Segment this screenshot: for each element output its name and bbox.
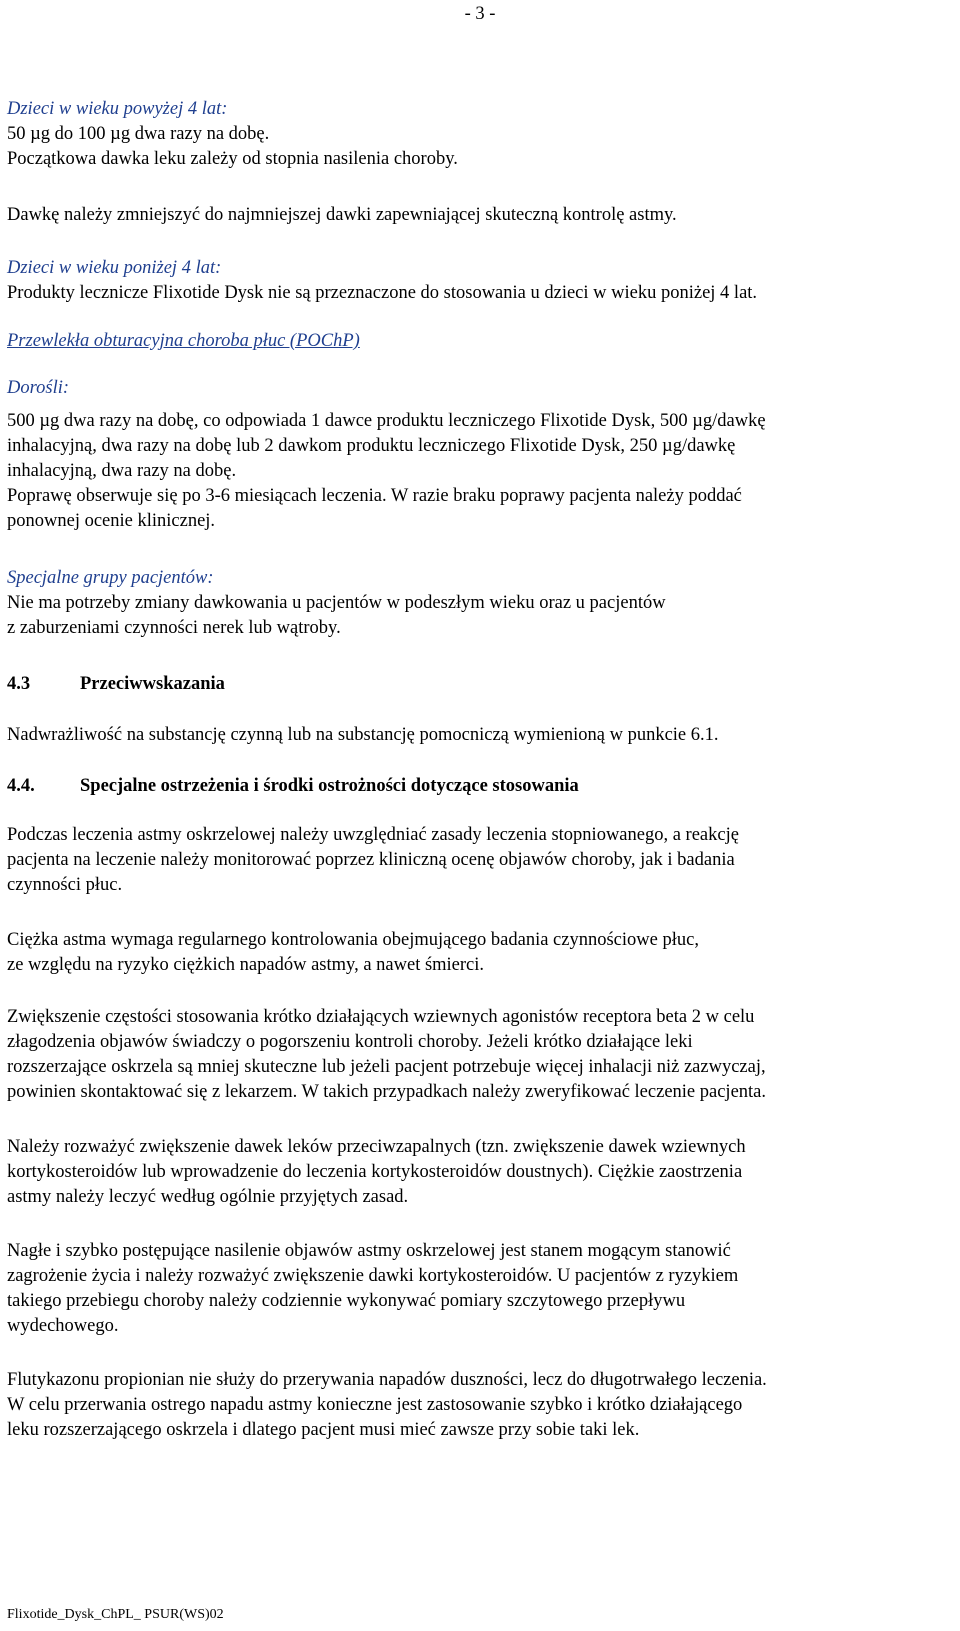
children-over-4-heading: Dzieci w wieku powyżej 4 lat: bbox=[7, 99, 228, 119]
section-number: 4.4. bbox=[7, 776, 35, 796]
copd-adults-heading-text: Dorośli: bbox=[7, 378, 70, 398]
children-over-4-block bbox=[7, 97, 952, 172]
text-line: Flutykazonu propionian nie służy do przerywania napadów duszności, lecz do długotrwałego leczenia. bbox=[7, 1370, 767, 1390]
text-line: astmy należy leczyć według ogólnie przyjętych zasad. bbox=[7, 1187, 409, 1207]
paragraph bbox=[7, 1239, 952, 1339]
text-line: kortykosteroidów lub wprowadzenie do leczenia kortykosteroidów doustnych). Ciężkie zaostrzenia bbox=[7, 1162, 743, 1182]
section-4-3-heading bbox=[7, 672, 952, 697]
text-line: złagodzenia objawów świadczy o pogorszeniu kontroli choroby. Jeżeli krótko działające leki bbox=[7, 1032, 693, 1052]
section-title: Przeciwwskazania bbox=[80, 674, 225, 694]
children-under-4-heading: Dzieci w wieku poniżej 4 lat: bbox=[7, 258, 222, 278]
special-groups-heading: Specjalne grupy pacjentów: bbox=[7, 568, 214, 588]
text-line: pacjenta na leczenie należy monitorować poprzez kliniczną ocenę objawów choroby, jak i badania bbox=[7, 850, 735, 870]
text-line: inhalacyjną, dwa razy na dobę lub 2 dawkom produktu leczniczego Flixotide Dysk, 250 µg/dawkę bbox=[7, 436, 736, 456]
text-line: Poprawę obserwuje się po 3-6 miesiącach leczenia. W razie braku poprawy pacjenta należy poddać bbox=[7, 486, 742, 506]
children-under-4-block bbox=[7, 256, 952, 306]
copd-heading bbox=[7, 329, 952, 354]
text-line: leku rozszerzającego oskrzela i dlatego pacjent musi mieć zawsze przy sobie taki lek. bbox=[7, 1420, 640, 1440]
paragraph bbox=[7, 1368, 952, 1443]
text-line: Podczas leczenia astmy oskrzelowej należy uwzględniać zasady leczenia stopniowanego, a reakcję bbox=[7, 825, 739, 845]
text-line: Początkowa dawka leku zależy od stopnia nasilenia choroby. bbox=[7, 149, 458, 169]
section-number: 4.3 bbox=[7, 674, 31, 694]
text-line: 500 µg dwa razy na dobę, co odpowiada 1 dawce produktu leczniczego Flixotide Dysk, 500 µg/dawkę bbox=[7, 411, 766, 431]
special-groups-block bbox=[7, 566, 952, 641]
text-line: wydechowego. bbox=[7, 1316, 119, 1336]
copd-heading-text: Przewlekła obturacyjna choroba płuc (POChP) bbox=[7, 331, 360, 351]
text-line: W celu przerwania ostrego napadu astmy konieczne jest zastosowanie szybko i krótko działającego bbox=[7, 1395, 743, 1415]
reduce-dose-paragraph: Dawkę należy zmniejszyć do najmniejszej dawki zapewniającej skuteczną kontrolę astmy. bbox=[7, 205, 677, 225]
text-line: czynności płuc. bbox=[7, 875, 123, 895]
text-line: zagrożenie życia i należy rozważyć zwiększenie dawki kortykosteroidów. U pacjentów z ryzykiem bbox=[7, 1266, 739, 1286]
text-line: Nagłe i szybko postępujące nasilenie objawów astmy oskrzelowej jest stanem mogącym stanowić bbox=[7, 1241, 731, 1261]
section-4-4-heading bbox=[7, 774, 952, 799]
paragraph bbox=[7, 1135, 952, 1210]
text-line: ponownej ocenie klinicznej. bbox=[7, 511, 216, 531]
text-line: ze względu na ryzyko ciężkich napadów astmy, a nawet śmierci. bbox=[7, 955, 485, 975]
paragraph bbox=[7, 823, 952, 898]
copd-adults-heading bbox=[7, 376, 952, 401]
text-line: inhalacyjną, dwa razy na dobę. bbox=[7, 461, 237, 481]
text-line: Należy rozważyć zwiększenie dawek leków przeciwzapalnych (tzn. zwiększenie dawek wziewnych bbox=[7, 1137, 746, 1157]
text-line: z zaburzeniami czynności nerek lub wątroby. bbox=[7, 618, 341, 638]
copd-paragraph bbox=[7, 409, 952, 534]
text-line: rozszerzające oskrzela są mniej skuteczne lub jeżeli pacjent potrzebuje więcej inhalacji niż zazwyczaj, bbox=[7, 1057, 766, 1077]
footer-document-id: Flixotide_Dysk_ChPL_ PSUR(WS)02 bbox=[7, 1607, 224, 1622]
text-line: Zwiększenie częstości stosowania krótko działających wziewnych agonistów receptora beta 2 w celu bbox=[7, 1007, 755, 1027]
text-line: Produkty lecznicze Flixotide Dysk nie są przeznaczone do stosowania u dzieci w wieku poniżej 4 lat. bbox=[7, 283, 758, 303]
page-number: - 3 - bbox=[464, 4, 496, 24]
text-line: Nie ma potrzeby zmiany dawkowania u pacjentów w podeszłym wieku oraz u pacjentów bbox=[7, 593, 666, 613]
text-line: powinien skontaktować się z lekarzem. W takich przypadkach należy zweryfikować leczenie pacjenta. bbox=[7, 1082, 767, 1102]
text-line: 50 µg do 100 µg dwa razy na dobę. bbox=[7, 124, 270, 144]
section-4-3-text: Nadwrażliwość na substancję czynną lub na substancję pomocniczą wymienioną w punkcie 6.1. bbox=[7, 725, 719, 745]
section-title: Specjalne ostrzeżenia i środki ostrożności dotyczące stosowania bbox=[80, 776, 579, 796]
text-line: takiego przebiegu choroby należy codziennie wykonywać pomiary szczytowego przepływu bbox=[7, 1291, 686, 1311]
text-line: Ciężka astma wymaga regularnego kontrolowania obejmującego badania czynnościowe płuc, bbox=[7, 930, 699, 950]
paragraph bbox=[7, 1005, 952, 1105]
paragraph bbox=[7, 928, 952, 978]
